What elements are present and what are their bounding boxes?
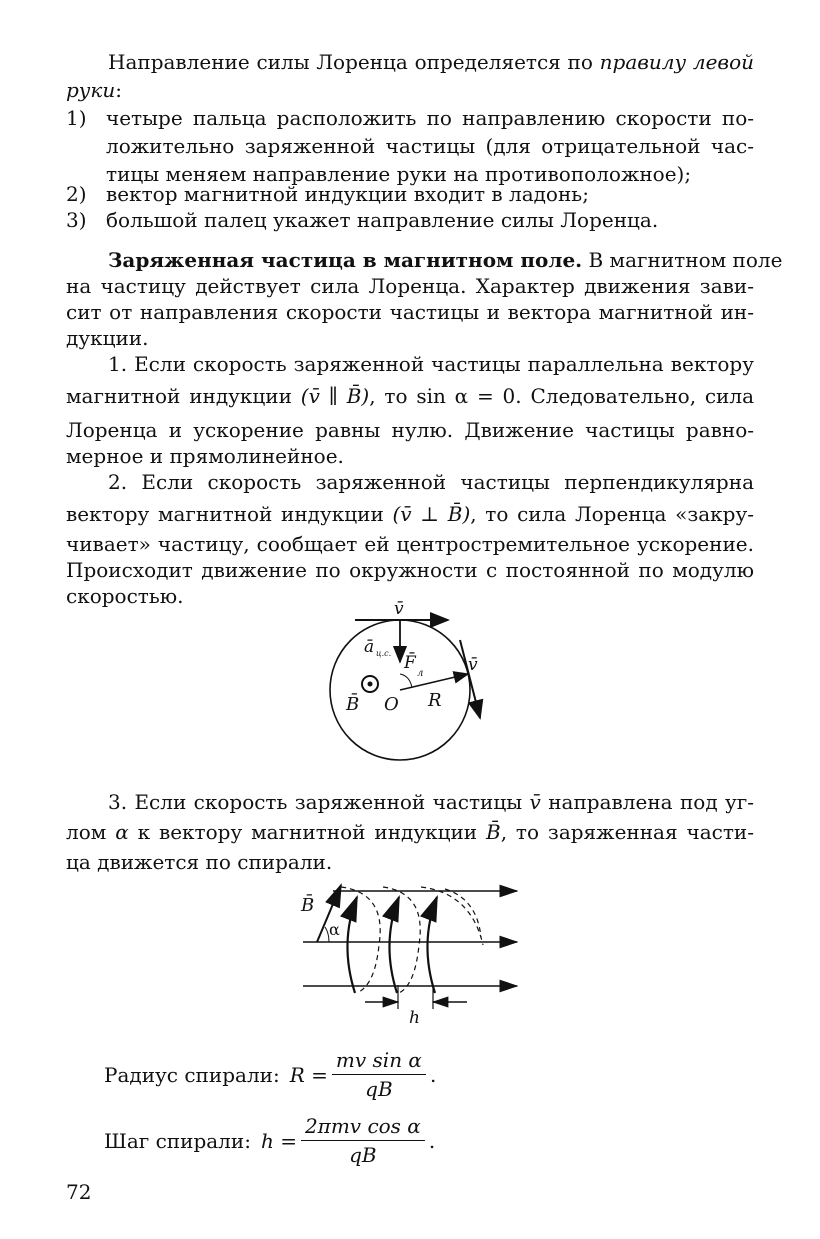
helix-arc-1 <box>347 897 357 993</box>
intro-line-2: руки: <box>66 78 122 102</box>
case1-line-1: 1. Если скорость заряженной частицы параллельна вектору <box>108 352 754 376</box>
case3-line-1: 3. Если скорость заряженной частицы v̄ направлена под уг- <box>108 790 754 814</box>
case3-line-2: лом α к вектору магнитной индукции B̄, то заряженная части- <box>66 820 754 844</box>
rule-1-line-3: тицы меняем направление руки на противоположное); <box>106 162 692 186</box>
radius-numerator: mv sin α <box>332 1048 426 1075</box>
label-F-sub: л <box>417 668 424 679</box>
case2-line-4: Происходит движение по окружности с постоянной по модулю <box>66 558 754 582</box>
rule-1-line-1: четыре пальца расположить по направлению скорости по- <box>106 106 754 130</box>
circular-motion-figure <box>300 600 500 770</box>
label-a-sub: ц.с. <box>376 649 392 658</box>
step-denominator: qB <box>349 1143 377 1167</box>
radius-formula: Радиус спирали: R = $\frac{\text{mv sin α}}{qB}$ . <box>104 1048 437 1101</box>
label-B-helix: B̄ <box>301 895 315 916</box>
section-heading: Заряженная частица в магнитном поле. <box>108 248 583 272</box>
label-O: O <box>384 694 399 715</box>
case2-line-5: скоростью. <box>66 584 184 608</box>
angle-arc <box>400 674 412 688</box>
helix-figure <box>295 875 525 1025</box>
rule-3-number: 3) <box>66 208 87 232</box>
case1-line-3: Лоренца и ускорение равны нулю. Движение частицы равно- <box>66 418 754 442</box>
label-alpha: α <box>329 920 340 939</box>
helix-arc-2 <box>389 897 399 993</box>
field-symbol-dot <box>368 682 373 687</box>
case2-line-1: 2. Если скорость заряженной частицы перпендикулярна <box>108 470 754 494</box>
section-line-1: Заряженная частица в магнитном поле. В магнитном поле <box>108 248 783 272</box>
case1-line-2: магнитной индукции (v̄ ∥ B̄), то sin α = 0. Следовательно, сила <box>66 384 755 408</box>
label-a: ā <box>364 637 375 657</box>
case1-line-4: мерное и прямолинейное. <box>66 444 344 468</box>
rule-2-line-1: вектор магнитной индукции входит в ладонь; <box>106 182 589 206</box>
helix-arc-3 <box>427 897 437 993</box>
rule-1-line-2: ложительно заряженной частицы (для отрицательной час- <box>106 134 754 158</box>
page-number: 72 <box>66 1180 92 1204</box>
velocity-right-arrow <box>460 640 480 718</box>
label-h: h <box>409 1008 420 1025</box>
label-F: F̄ <box>404 653 416 673</box>
step-formula: Шаг спирали: h = $\frac{\text{2πmv cos α}}{qB}$ . <box>104 1114 436 1167</box>
rule-2-number: 2) <box>66 182 87 206</box>
step-numerator: 2πmv cos α <box>301 1114 425 1141</box>
section-line-3: сит от направления скорости частицы и вектора магнитной ин- <box>66 300 754 324</box>
section-line-4: дукции. <box>66 326 149 350</box>
case2-line-2: вектору магнитной индукции (v̄ ⊥ B̄), то сила Лоренца «закру- <box>66 502 755 526</box>
rule-1-number: 1) <box>66 106 87 130</box>
label-v-right: v̄ <box>468 655 478 675</box>
label-B: B̄ <box>346 694 360 715</box>
case2-line-3: чивает» частицу, сообщает ей центростремительное ускорение. <box>66 532 754 556</box>
radius-denominator: qB <box>365 1077 393 1101</box>
label-v-top: v̄ <box>394 600 404 619</box>
rule-3-line-1: большой палец укажет направление силы Лоренца. <box>106 208 659 232</box>
section-line-2: на частицу действует сила Лоренца. Характер движения зави- <box>66 274 754 298</box>
intro-line-1: Направление силы Лоренца определяется по правилу левой <box>108 50 754 74</box>
case3-line-3: ца движется по спирали. <box>66 850 333 874</box>
label-R: R <box>428 690 442 711</box>
